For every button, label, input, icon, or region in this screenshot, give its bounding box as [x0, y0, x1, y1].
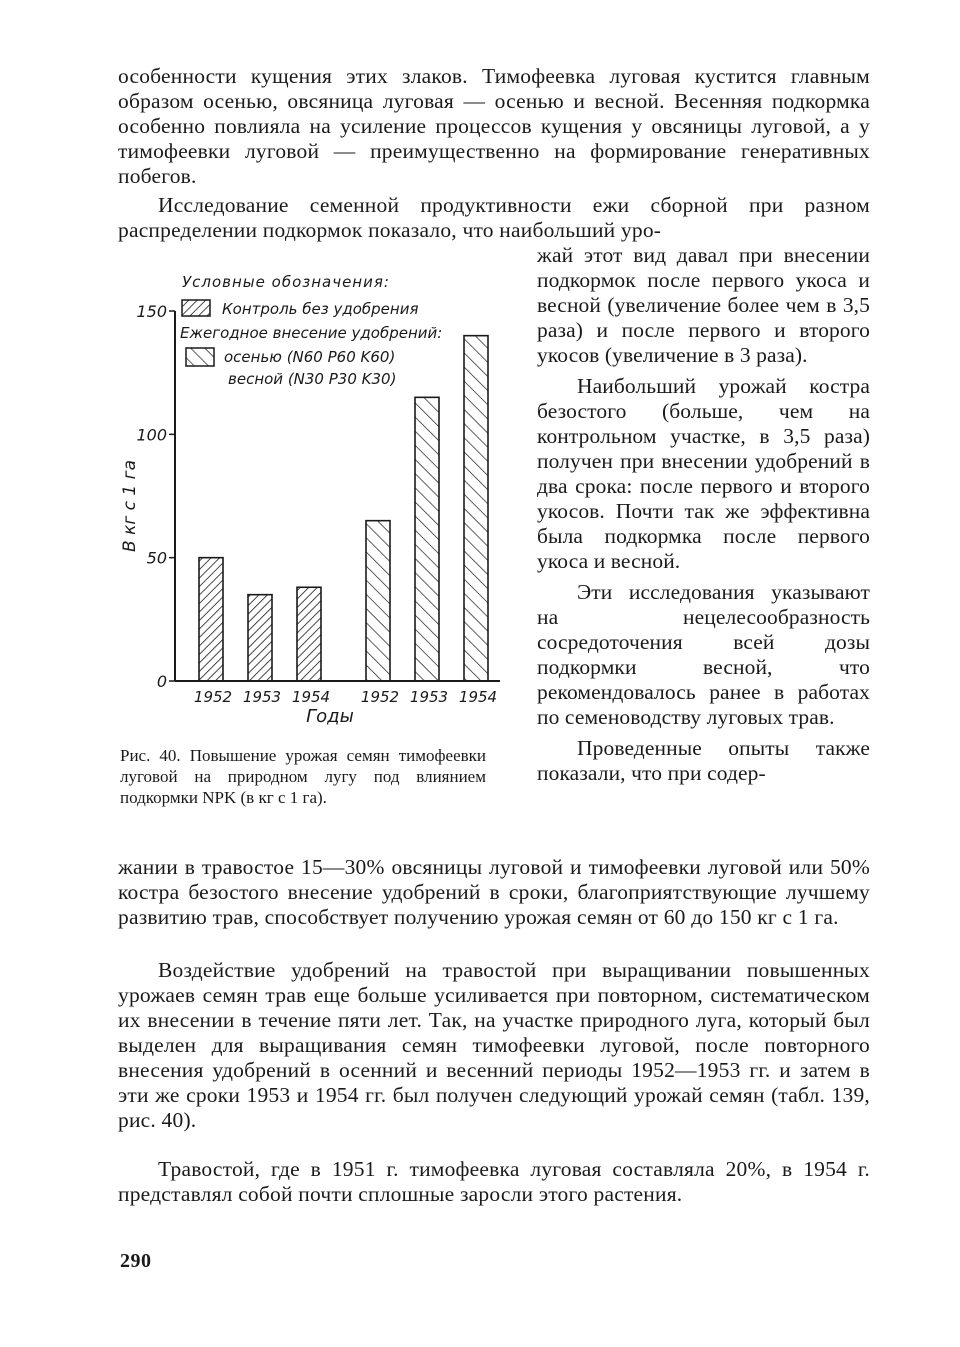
page-number: 290 [120, 1250, 152, 1272]
legend-annual-label: Ежегодное внесение удобрений: [180, 324, 443, 342]
legend-autumn-label: осенью (N60 P60 K60) [224, 348, 396, 366]
paragraph-text: Исследование семенной продуктивности ежи сборной при разном распределении подкормок показало, что наибольший уро- [118, 193, 870, 242]
legend-title: Условные обозначения: [182, 273, 390, 291]
paragraph-orchard-grass [118, 193, 870, 243]
y-tick-label: 100 [136, 425, 167, 445]
paragraph-tillering [118, 64, 870, 189]
x-tick-label: 1954 [458, 688, 498, 706]
legend-spring-label: весной (N30 P30 K30) [228, 370, 397, 388]
x-tick-label: 1952 [360, 688, 400, 706]
y-tick-label: 0 [156, 672, 167, 691]
bar-control-1953 [248, 595, 272, 681]
bar-control-1952 [199, 558, 223, 681]
paragraph-text: особенности кущения этих злаков. Тимофеевка луговая кустится главным образом осенью, овсяница луговая — осенью и весной. Весенняя подкормка особенно повлияла на усиление процессов кущения у овсяницы луговой, а у тимофеевки луговой — преимущественно на формирование генеративных побегов. [118, 64, 870, 188]
paragraph-repeated-fertilizing [118, 958, 870, 1133]
x-tick-label: 1953 [409, 688, 449, 706]
bar-fertilized-1954 [464, 336, 488, 681]
paragraph-text: Травостой, где в 1951 г. тимофеевка луговая составляла 20%, в 1954 г. представлял собой почти сплошные заросли этого растения. [118, 1157, 870, 1206]
y-tick-label: 50 [146, 548, 167, 568]
figure-caption: Рис. 40. Повышение урожая семян тимофеевки луговой на природном лугу под влиянием подкормки NPK (в кг с 1 га). [120, 746, 486, 807]
paragraph-stand-1951 [118, 1157, 870, 1207]
bar-control-1954 [297, 587, 321, 681]
paragraph-brome: Наибольший урожай костра безостого (больше, чем на контрольном участке, в 3,5 раза) получен при внесении удобрений в два срока: после первого и второго укосов. Почти так же эффективна была подкормка после первого укоса и весной. [537, 374, 870, 573]
bar-fertilized-1953 [415, 397, 439, 681]
y-tick-label: 150 [136, 302, 167, 321]
y-axis-label: В кг с 1 га [120, 460, 140, 552]
x-tick-label: 1953 [242, 688, 282, 706]
right-column-text [537, 243, 870, 786]
paragraph-text: жании в травостое 15—30% овсяницы луговой и тимофеевки луговой или 50% костра безостого внесение удобрений в сроки, благоприятствующие лучшему развитию трав, способствует получению урожая семян от 60 до 150 кг с 1 га. [118, 855, 870, 929]
x-axis-label: Годы [306, 706, 354, 727]
legend-swatch-control [182, 300, 210, 316]
legend-swatch-fertilized [186, 348, 214, 366]
paragraph-experiments-start: Проведенные опыты также показали, что при содер- [537, 736, 870, 785]
x-tick-label: 1954 [291, 688, 331, 706]
paragraph-spring-dose: Эти исследования указывают на нецелесообразность сосредоточения всей дозы подкормки весной, что рекомендовалось ранее в работах по семеноводству луговых трав. [537, 580, 870, 729]
paragraph-experiments [118, 855, 870, 930]
bar-fertilized-1952 [366, 521, 390, 681]
paragraph-text: Воздействие удобрений на травостой при выращивании повышенных урожаев семян трав еще больше усиливается при повторном, систематическом их внесении в течение пяти лет. Так, на участке природного луга, который был выделен для выращивания семян тимофеевки луговой, после повторного внесения удобрений в осенний и весенний периоды 1952—1953 гг. и затем в эти же сроки 1953 и 1954 гг. был получен следующий урожай семян (табл. 139, рис. 40). [118, 958, 870, 1132]
yield-bar-chart [110, 268, 510, 728]
paragraph-text: жай этот вид давал при внесении подкормок после первого укоса и весной (увеличение более чем в 3,5 раза) и после первого и второго укосов (увеличение в 3 раза). [537, 243, 870, 367]
x-tick-label: 1952 [193, 688, 233, 706]
legend-control-label: Контроль без удобрения [222, 300, 419, 318]
